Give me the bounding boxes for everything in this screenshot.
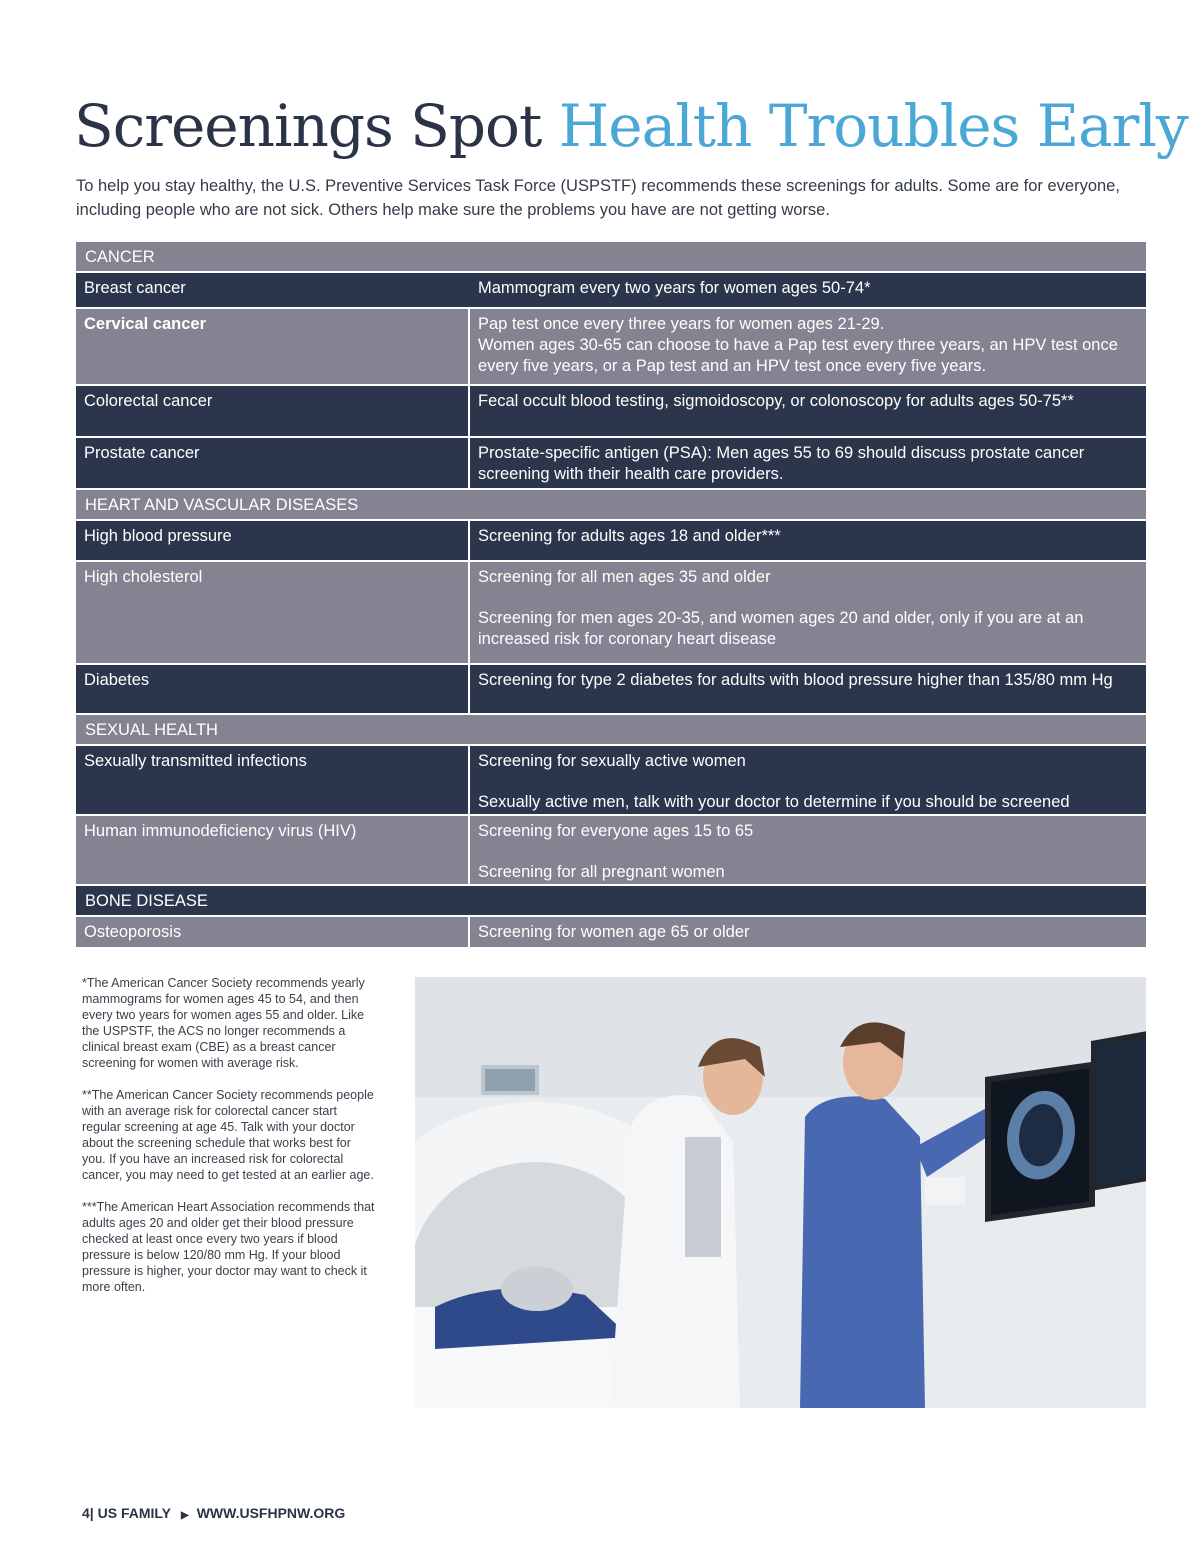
publication-name: US FAMILY xyxy=(97,1505,171,1521)
footnote: *The American Cancer Society recommends yearly mammograms for women ages 45 to 54, and then every two years for women ages 55 and older. Like the USPSTF, the ACS no longer recommends a clinical breast exam (CBE) as a breast cancer screening for women with average risk. xyxy=(82,976,365,1070)
table-row-cervical-cancer xyxy=(76,309,1146,384)
condition-cell: High cholesterol xyxy=(76,562,468,663)
condition-cell: Colorectal cancer xyxy=(76,386,468,436)
recommendation-cell xyxy=(470,438,1146,488)
condition-cell: High blood pressure xyxy=(76,521,468,560)
footer-divider: | xyxy=(89,1505,94,1521)
condition-cell: Cervical cancer xyxy=(76,309,468,384)
page-footer xyxy=(82,1505,345,1521)
recommendation-cell xyxy=(470,917,1146,947)
section-header-bone-disease: BONE DISEASE xyxy=(76,886,1146,915)
recommendation-line: Prostate-specific antigen (PSA): Men ages 55 to 69 should discuss prostate cancer screening with their health care providers. xyxy=(478,444,1085,483)
table-row-high-cholesterol xyxy=(76,562,1146,663)
condition-cell: Prostate cancer xyxy=(76,438,468,488)
recommendation-cell xyxy=(470,386,1146,436)
table-row-hiv xyxy=(76,816,1146,884)
footnotes xyxy=(82,975,377,1311)
recommendation-cell xyxy=(470,521,1146,560)
table-row-breast-cancer xyxy=(76,273,1146,307)
table-row-prostate-cancer xyxy=(76,438,1146,488)
recommendation-line: Mammogram every two years for women ages 50-74* xyxy=(478,279,871,297)
recommendation-line: Screening for women age 65 or older xyxy=(478,923,750,941)
recommendation-line: Screening for adults ages 18 and older*** xyxy=(478,527,781,545)
title-part-dark: Screenings Spot xyxy=(74,92,542,160)
recommendation-line: Women ages 30-65 can choose to have a Pap test every three years, an HPV test once every five years, or a Pap test and an HPV test once every five years. xyxy=(478,336,1118,375)
recommendation-line: Sexually active men, talk with your doctor to determine if you should be screened xyxy=(478,793,1070,811)
table-row-sti xyxy=(76,746,1146,814)
recommendation-line: Screening for sexually active women xyxy=(478,752,746,770)
arrow-right-icon: ▶ xyxy=(181,1510,189,1521)
recommendation-line: Screening for everyone ages 15 to 65 xyxy=(478,822,754,840)
recommendation-line: Screening for all pregnant women xyxy=(478,863,725,881)
recommendation-cell xyxy=(470,816,1146,884)
section-header-cancer: CANCER xyxy=(76,242,1146,271)
table-row-colorectal-cancer xyxy=(76,386,1146,436)
footnote: ***The American Heart Association recommends that adults ages 20 and older get their blood pressure checked at least once every two years if blood pressure is below 120/80 mm Hg. If your blood pressure is higher, your doctor may want to check it more often. xyxy=(82,1200,375,1294)
recommendation-line: Pap test once every three years for women ages 21-29. xyxy=(478,315,885,333)
recommendation-cell xyxy=(470,665,1146,713)
condition-cell: Sexually transmitted infections xyxy=(76,746,468,814)
title-part-blue: Health Troubles Early xyxy=(558,92,1188,160)
page-number: 4 xyxy=(82,1505,90,1521)
website-link[interactable]: WWW.USFHPNW.ORG xyxy=(196,1505,346,1521)
footnote: **The American Cancer Society recommends people with an average risk for colorectal cancer start regular screening at age 45. Talk with your doctor about the screening schedule that works best for you. If you have an increased risk for colorectal cancer, you may need to get tested at an earlier age. xyxy=(82,1088,374,1182)
page-title xyxy=(74,88,1188,164)
recommendation-cell xyxy=(470,273,1146,307)
table-row-osteoporosis xyxy=(76,917,1146,947)
condition-cell: Diabetes xyxy=(76,665,468,713)
screenings-table xyxy=(76,242,1146,949)
condition-cell: Human immunodeficiency virus (HIV) xyxy=(76,816,468,884)
recommendation-cell xyxy=(470,562,1146,663)
recommendation-line: Screening for all men ages 35 and older xyxy=(478,568,771,586)
doctors-reviewing-scan-photo xyxy=(415,977,1146,1408)
section-header-sexual-health: SEXUAL HEALTH xyxy=(76,715,1146,744)
photo-illustration xyxy=(415,977,1146,1408)
section-header-heart: HEART AND VASCULAR DISEASES xyxy=(76,490,1146,519)
table-row-high-blood-pressure xyxy=(76,521,1146,560)
condition-cell: Breast cancer xyxy=(76,273,468,307)
condition-cell: Osteoporosis xyxy=(76,917,468,947)
recommendation-line: Screening for men ages 20-35, and women ages 20 and older, only if you are at an increased risk for coronary heart disease xyxy=(478,609,1084,648)
recommendation-cell xyxy=(470,309,1146,384)
recommendation-line: Fecal occult blood testing, sigmoidoscopy, or colonoscopy for adults ages 50-75** xyxy=(478,392,1074,410)
recommendation-line: Screening for type 2 diabetes for adults with blood pressure higher than 135/80 mm Hg xyxy=(478,671,1113,689)
recommendation-cell xyxy=(470,746,1146,814)
table-row-diabetes xyxy=(76,665,1146,713)
intro-paragraph: To help you stay healthy, the U.S. Preventive Services Task Force (USPSTF) recommends these screenings for adults. Some are for everyone, including people who are not sick. Others help make sure the problems you have are not getting worse. xyxy=(76,177,1120,219)
